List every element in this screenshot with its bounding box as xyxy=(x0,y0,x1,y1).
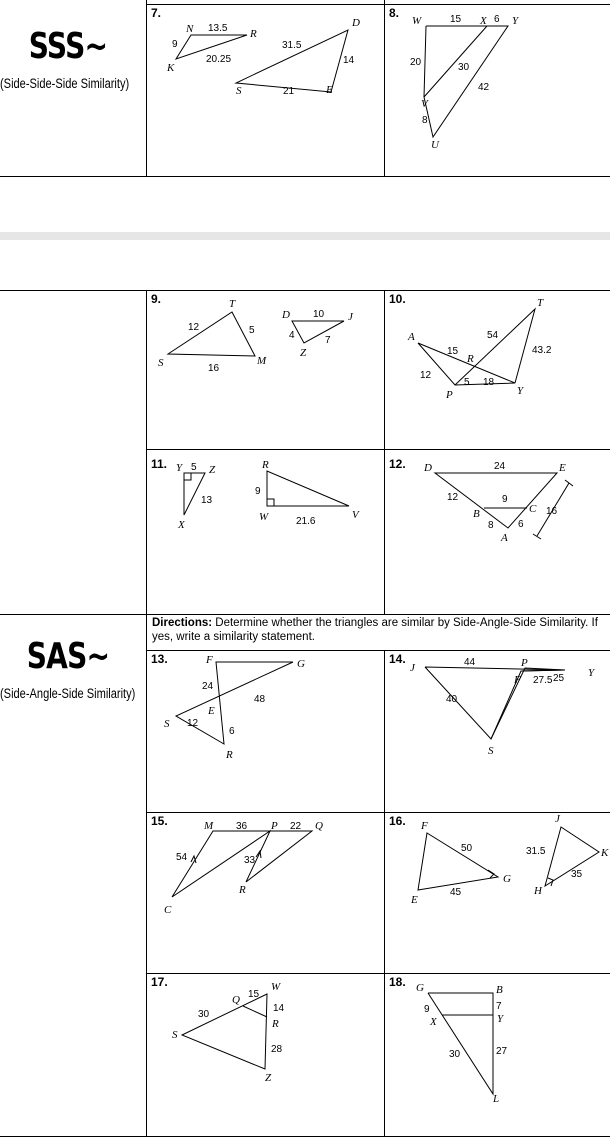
side-label: 10 xyxy=(313,309,325,320)
figure-8 xyxy=(410,14,520,151)
figure-15 xyxy=(164,820,323,916)
side-label: 6 xyxy=(518,519,524,530)
side-label: 6 xyxy=(229,726,235,737)
side-label: 6 xyxy=(494,14,500,25)
problem-number: 12. xyxy=(389,457,406,471)
vertex-label: Z xyxy=(209,464,216,476)
side-label: 45 xyxy=(450,887,462,898)
side-label: 54 xyxy=(487,330,499,341)
vertex-label: R xyxy=(467,353,474,365)
side-label: 43.2 xyxy=(532,345,552,356)
vertex-label: U xyxy=(431,139,439,151)
vertex-label: S xyxy=(488,745,494,757)
vertex-label: W xyxy=(271,981,281,993)
vertex-label: T xyxy=(229,298,236,310)
side-label: 31.5 xyxy=(282,40,302,51)
vertex-label: S xyxy=(236,85,242,97)
vertex-label: J xyxy=(348,311,353,323)
side-label: 12 xyxy=(187,718,199,729)
sas-subtitle: (Side-Angle-Side Similarity) xyxy=(0,686,136,701)
side-label: 9 xyxy=(424,1004,430,1015)
side-label: 15 xyxy=(248,989,260,1000)
vertex-label: Y xyxy=(512,15,519,27)
vertex-label: D xyxy=(282,309,290,321)
problem-number: 13. xyxy=(151,652,168,666)
figure-16 xyxy=(410,813,609,906)
vertex-label: R xyxy=(272,1018,279,1030)
sss-title: SSS~ xyxy=(28,26,108,67)
vertex-label: Y xyxy=(497,1013,504,1025)
side-label: 15 xyxy=(450,14,462,25)
vertex-label: Y xyxy=(517,385,524,397)
vertex-label: S xyxy=(172,1029,178,1041)
vertex-label: R xyxy=(226,749,233,761)
vertex-label: Q xyxy=(232,994,240,1006)
figure-17 xyxy=(172,981,285,1084)
side-label: 24 xyxy=(202,681,214,692)
vertex-label: X xyxy=(430,1016,437,1028)
vertex-label: W xyxy=(259,511,269,523)
side-label: 4 xyxy=(289,330,295,341)
side-label: 25 xyxy=(553,673,565,684)
vertex-label: G xyxy=(416,982,424,994)
problem-number: 11. xyxy=(151,457,168,471)
vertex-label: X xyxy=(480,15,487,27)
problem-number: 18. xyxy=(389,975,406,989)
vertex-label: K xyxy=(601,847,609,859)
side-label: 22 xyxy=(290,821,302,832)
side-label: 24 xyxy=(494,461,506,472)
vertex-label: Z xyxy=(265,1072,272,1084)
vertex-label: B xyxy=(473,508,480,520)
vertex-label: F xyxy=(421,820,428,832)
vertex-label: Y xyxy=(176,462,183,474)
side-label: 48 xyxy=(254,694,266,705)
sss-subtitle: (Side-Side-Side Similarity) xyxy=(0,76,130,91)
figure-18 xyxy=(416,982,508,1105)
side-label: 27 xyxy=(496,1046,508,1057)
vertex-label: E xyxy=(208,705,215,717)
problem-number: 7. xyxy=(151,6,162,20)
side-label: 35 xyxy=(571,869,583,880)
side-label: 5 xyxy=(249,325,255,336)
side-label: 27.5 xyxy=(533,675,553,686)
figure-9 xyxy=(158,298,354,374)
vertex-label: W xyxy=(412,15,422,27)
side-label: 12 xyxy=(420,370,432,381)
side-label: 20 xyxy=(410,57,422,68)
side-label: 16 xyxy=(546,506,558,517)
side-label: 50 xyxy=(461,843,473,854)
vertex-label: D xyxy=(424,462,432,474)
vertex-label: P xyxy=(446,389,453,401)
vertex-label: G xyxy=(297,658,305,670)
vertex-label: N xyxy=(186,23,194,35)
side-label: 42 xyxy=(478,82,490,93)
side-label: 9 xyxy=(255,486,261,497)
directions-label: Directions: xyxy=(152,617,213,629)
side-label: 14 xyxy=(343,55,355,66)
side-label: 12 xyxy=(447,492,459,503)
side-label: 21.6 xyxy=(296,516,316,527)
vertex-label: M xyxy=(257,355,267,367)
side-label: 36 xyxy=(236,821,248,832)
side-label: 7 xyxy=(325,335,331,346)
vertex-label: M xyxy=(204,820,214,832)
side-label: 5 xyxy=(464,377,470,388)
vertex-label: Y xyxy=(588,667,595,679)
vertex-label: F xyxy=(514,674,521,686)
vertex-label: A xyxy=(501,532,508,544)
vertex-label: P xyxy=(271,820,278,832)
side-label: 20.25 xyxy=(206,54,232,65)
side-label: 8 xyxy=(488,520,494,531)
directions-text: Determine whether the triangles are similar by Side-Angle-Side Similarity. If yes, write a similarity statement. xyxy=(152,617,598,643)
side-label: 30 xyxy=(198,1009,210,1020)
side-label: 12 xyxy=(188,322,200,333)
vertex-label: R xyxy=(250,28,257,40)
problem-number: 14. xyxy=(389,652,406,666)
vertex-label: Z xyxy=(300,347,307,359)
vertex-label: C xyxy=(164,904,172,916)
figure-10 xyxy=(407,297,552,401)
vertex-label: R xyxy=(239,884,246,896)
vertex-label: F xyxy=(206,654,213,666)
side-label: 54 xyxy=(176,852,188,863)
vertex-label: J xyxy=(555,813,560,825)
vertex-label: A xyxy=(408,331,415,343)
vertex-label: X xyxy=(178,519,185,531)
problem-number: 8. xyxy=(389,6,400,20)
vertex-label: E xyxy=(559,462,566,474)
vertex-label: S xyxy=(158,357,164,369)
side-label: 16 xyxy=(208,363,220,374)
side-label: 44 xyxy=(464,657,476,668)
side-label: 5 xyxy=(191,462,197,473)
vertex-label: R xyxy=(262,459,269,471)
problem-number: 16. xyxy=(389,814,406,828)
vertex-label: G xyxy=(503,873,511,885)
vertex-label: D xyxy=(352,17,360,29)
problem-number: 15. xyxy=(151,814,168,828)
vertex-label: Q xyxy=(315,820,323,832)
side-label: 7 xyxy=(496,1001,502,1012)
side-label: 15 xyxy=(447,346,459,357)
side-label: 13.5 xyxy=(208,23,228,34)
vertex-label: V xyxy=(352,509,359,521)
side-label: 31.5 xyxy=(526,846,546,857)
figure-12 xyxy=(423,461,573,544)
figure-11 xyxy=(176,459,360,531)
vertex-label: J xyxy=(410,662,415,674)
side-label: 21 xyxy=(283,86,295,97)
sas-title: SAS~ xyxy=(26,636,110,677)
figure-7 xyxy=(166,17,360,97)
side-label: 13 xyxy=(201,495,213,506)
side-label: 14 xyxy=(273,1003,285,1014)
side-label: 30 xyxy=(458,62,470,73)
vertex-label: H xyxy=(534,885,542,897)
vertex-label: E xyxy=(326,84,333,96)
side-label: 40 xyxy=(446,694,458,705)
problem-number: 10. xyxy=(389,292,406,306)
vertex-label: T xyxy=(537,297,544,309)
vertex-label: B xyxy=(496,984,503,996)
vertex-label: L xyxy=(493,1093,500,1105)
figure-14 xyxy=(410,657,596,757)
side-label: 8 xyxy=(422,115,428,126)
problem-number: 9. xyxy=(151,292,162,306)
side-label: 33 xyxy=(244,855,256,866)
vertex-label: E xyxy=(411,894,418,906)
side-label: 9 xyxy=(502,494,508,505)
figure-13 xyxy=(164,654,305,761)
vertex-label: V xyxy=(421,98,428,110)
side-label: 9 xyxy=(172,39,178,50)
vertex-label: S xyxy=(164,718,170,730)
side-label: 18 xyxy=(483,377,495,388)
side-label: 28 xyxy=(271,1044,283,1055)
vertex-label: P xyxy=(521,657,528,669)
vertex-label: K xyxy=(167,62,175,74)
problem-number: 17. xyxy=(151,975,168,989)
side-label: 30 xyxy=(449,1049,461,1060)
vertex-label: C xyxy=(529,503,537,515)
